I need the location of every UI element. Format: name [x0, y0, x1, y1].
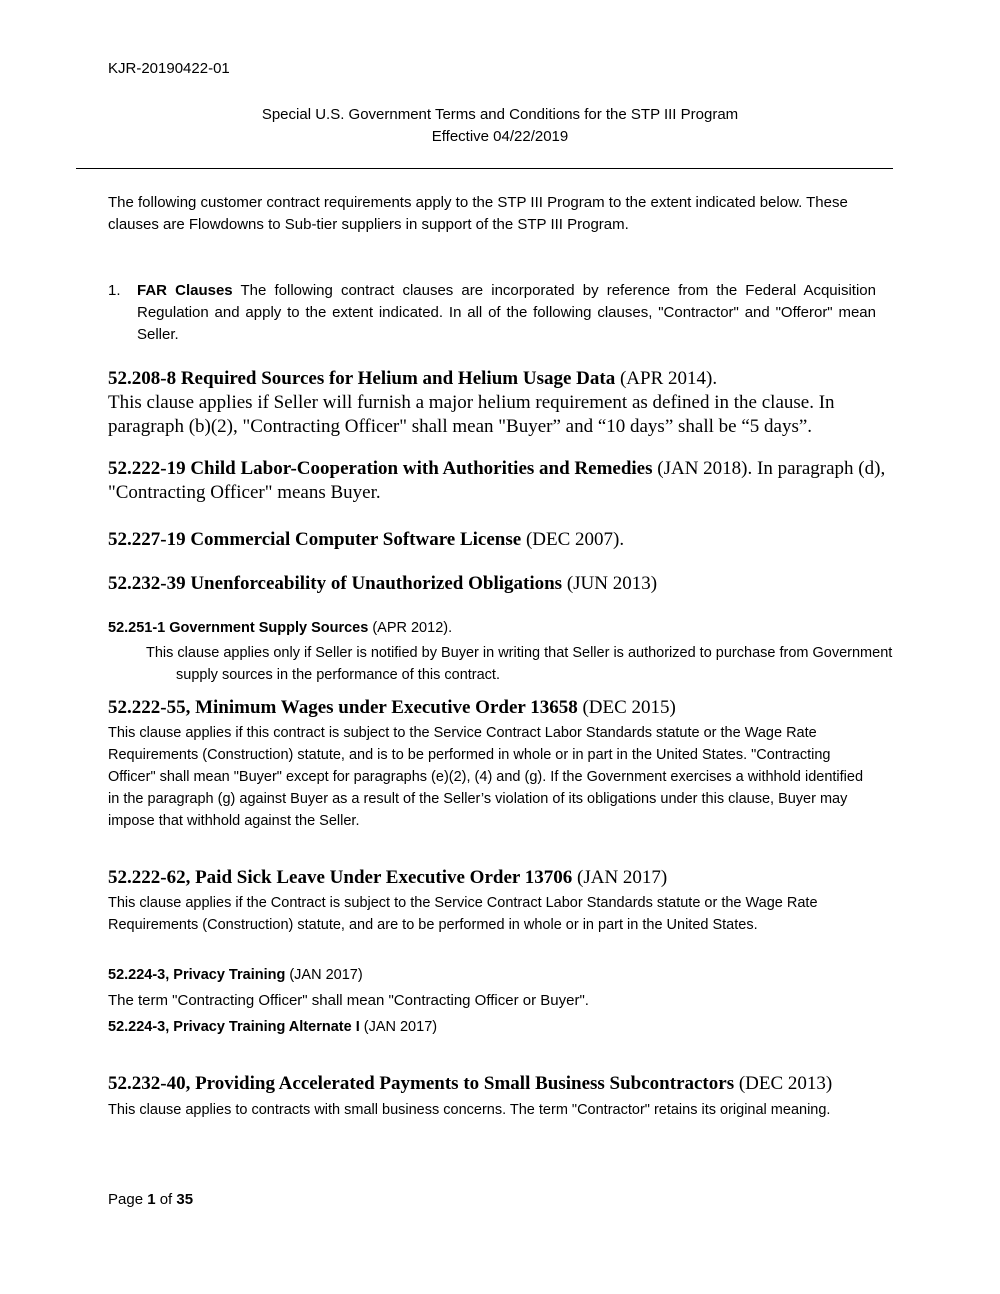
clause-52-222-62 [108, 866, 898, 890]
clause-52-232-40 [108, 1072, 898, 1096]
document-id: KJR-20190422-01 [108, 60, 230, 77]
clause-date: (APR 2014). [615, 368, 718, 389]
clause-date: (JAN 2017) [359, 1019, 438, 1035]
clause-text: This clause applies if the Contract is subject to the Service Contract Labor Standards statute or the Wage Rate Requirements (Construction) statute, and are to be performed in whole or in part in the United States. [108, 895, 818, 933]
document-title: Special U.S. Government Terms and Conditions for the STP III Program [261, 106, 739, 123]
clause-date: (APR 2012). [368, 620, 453, 636]
clause-date: (DEC 2007). [521, 529, 625, 550]
page-number: 1 [147, 1191, 156, 1208]
clause-date: (DEC 2015) [577, 697, 676, 718]
list-number: 1. [108, 282, 121, 299]
clause-52-222-19 [108, 457, 888, 505]
clause-title: 52.227-19 Commercial Computer Software License [108, 529, 522, 550]
page-total: 35 [176, 1191, 194, 1208]
clause-date: (JUN 2013) [562, 573, 658, 594]
far-clauses-body: The following contract clauses are incorporated by reference from the Federal Acquisition Regulation and apply to the extent indicated. In all of the following clauses, "Contractor" and "Offeror" mean Seller. [137, 282, 876, 343]
clause-52-224-3 [108, 964, 898, 986]
clause-52-222-55 [108, 696, 898, 720]
far-clauses-text [137, 280, 876, 346]
clause-title: 52.222-19 Child Labor-Cooperation with Authorities and Remedies [108, 458, 653, 479]
clause-title: 52.222-55, Minimum Wages under Executive Order 13658 [108, 697, 578, 718]
clause-text: This clause applies if Seller will furnish a major helium requirement as defined in the clause. In paragraph (b)(2), "Contracting Officer" shall mean "Buyer” and “10 days” shall be “5 days”. [108, 392, 835, 437]
far-clauses-section [108, 280, 876, 346]
header-divider [76, 168, 893, 169]
clause-52-227-19 [108, 528, 898, 552]
clause-title: 52.224-3, Privacy Training [108, 967, 286, 983]
page-word: Page [108, 1191, 148, 1208]
page-footer [108, 1191, 193, 1208]
intro-paragraph: The following customer contract requirements apply to the STP III Program to the extent indicated below. These clauses are Flowdowns to Sub-tier suppliers in support of the STP III Program. [108, 194, 848, 233]
clause-date: (DEC 2013) [734, 1073, 833, 1094]
far-clauses-heading: FAR Clauses [137, 282, 233, 299]
clause-title: 52.224-3, Privacy Training Alternate I [108, 1019, 360, 1035]
clause-52-224-3-alt-i [108, 1016, 898, 1038]
clause-text: This clause applies if this contract is subject to the Service Contract Labor Standards statute or the Wage Rate Requirements (Construction) statute, and is to be performed in whole or in part in the United States. "Contracting Officer" shall mean "Buyer" except for paragraphs (e)(2), (4) and (g). If the Government exercises a withhold identified in the paragraph (g) against Buyer as a result of the Seller’s violation of its obligations under this clause, Buyer may impose that withhold against the Seller. [108, 725, 864, 829]
document-header [0, 104, 1000, 148]
clause-title: 52.222-62, Paid Sick Leave Under Executive Order 13706 [108, 867, 573, 888]
clause-52-208-8 [108, 367, 878, 439]
clause-title: 52.232-40, Providing Accelerated Payments to Small Business Subcontractors [108, 1073, 735, 1094]
clause-date: (JAN 2017) [572, 867, 668, 888]
clause-text: (JAN 2018). In paragraph (d), "Contracting Officer" means Buyer. [108, 458, 886, 503]
clause-title: 52.251-1 Government Supply Sources [108, 620, 369, 636]
effective-date: Effective 04/22/2019 [431, 128, 569, 145]
clause-text: This clause applies to contracts with small business concerns. The term "Contractor" retains its original meaning. [108, 1102, 831, 1118]
clause-text: The term "Contracting Officer" shall mean "Contracting Officer or Buyer". [108, 992, 589, 1009]
clause-title: 52.208-8 Required Sources for Helium and Helium Usage Data [108, 368, 616, 389]
clause-52-232-39 [108, 572, 898, 596]
clause-52-251-1 [108, 617, 898, 639]
clause-text: This clause applies only if Seller is notified by Buyer in writing that Seller is authorized to purchase from Government supply sources in the performance of this contract. [146, 645, 893, 683]
clause-title: 52.232-39 Unenforceability of Unauthorized Obligations [108, 573, 563, 594]
clause-date: (JAN 2017) [285, 967, 363, 983]
of-word: of [155, 1191, 177, 1208]
